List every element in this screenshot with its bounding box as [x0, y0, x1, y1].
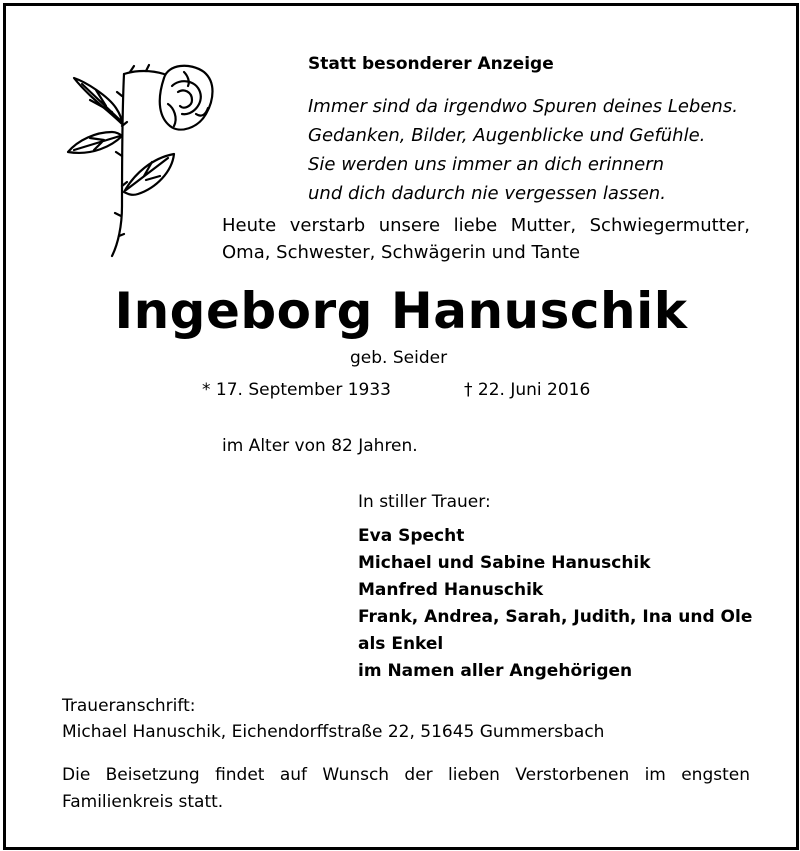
rose-icon [56, 56, 226, 266]
funeral-line: Familienkreis statt. [62, 792, 224, 812]
mourners-list [358, 523, 752, 685]
address-label: Traueranschrift: [62, 696, 196, 716]
mourner: Manfred Hanuschik [358, 580, 544, 600]
poem-line: und dich dadurch nie vergessen lassen. [308, 183, 666, 204]
death-announcement [222, 212, 750, 266]
poem-line: Sie werden uns immer an dich erinnern [308, 154, 665, 175]
poem-line: Gedanken, Bilder, Augenblicke und Gefühle. [308, 125, 706, 146]
mourner: Frank, Andrea, Sarah, Judith, Ina und Ole [358, 607, 753, 627]
mourner: im Namen aller Angehörigen [358, 661, 633, 681]
mourner: als Enkel [358, 634, 444, 654]
announcement-line: Oma, Schwester, Schwägerin und Tante [222, 242, 581, 263]
deceased-name: Ingeborg Hanuschik [114, 282, 688, 340]
obituary-notice [3, 3, 799, 850]
maiden-name: geb. Seider [350, 348, 448, 368]
age-at-death: im Alter von 82 Jahren. [222, 436, 418, 456]
poem-line: Immer sind da irgendwo Spuren deines Lebens. [308, 96, 738, 117]
birth-date: * 17. September 1933 [202, 380, 391, 400]
funeral-note [62, 762, 750, 816]
mourner: Eva Specht [358, 526, 465, 546]
poem [308, 92, 738, 208]
mourning-label: In stiller Trauer: [358, 492, 491, 512]
funeral-line: Die Beisetzung findet auf Wunsch der lieben Verstorbenen im engsten [62, 765, 750, 785]
death-date: † 22. Juni 2016 [464, 380, 591, 400]
mourner: Michael und Sabine Hanuschik [358, 553, 651, 573]
announcement-line: Heute verstarb unsere liebe Mutter, Schwiegermutter, [222, 215, 750, 236]
notice-header: Statt besonderer Anzeige [308, 54, 554, 74]
mourning-address: Michael Hanuschik, Eichendorffstraße 22, 51645 Gummersbach [62, 722, 605, 742]
